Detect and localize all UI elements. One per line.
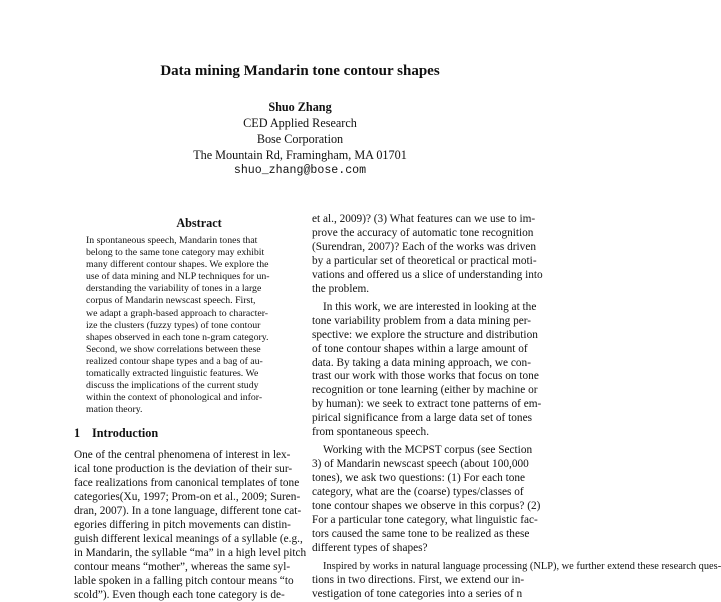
abstract-line: within the context of phonological and infor- — [86, 392, 263, 404]
author-address: The Mountain Rd, Framingham, MA 01701 — [193, 148, 407, 162]
section-number: 1 — [74, 426, 81, 440]
body-line: tors caused the same tone to be realized as these — [312, 527, 530, 540]
right-column-text — [312, 213, 721, 602]
body-line: prove the accuracy of automatic tone recognition — [312, 226, 534, 239]
body-line: trast our work with those works that focus on tone — [312, 370, 539, 383]
body-line: tions in two directions. First, we extend our in- — [312, 573, 525, 586]
body-line: dran, 2007). In a tone language, different tone cat- — [74, 504, 302, 517]
abstract-line: realized contour shape types and a bag of au- — [86, 355, 263, 367]
abstract-heading: Abstract — [176, 216, 222, 230]
body-line: spective: we explore the structure and distribution — [312, 328, 538, 341]
body-line: vations and offered us a slice of understanding into — [312, 268, 543, 281]
section-heading-introduction — [74, 425, 304, 441]
body-line: different types of shapes? — [312, 541, 428, 554]
body-line: One of the central phenomena of interest in lex- — [74, 449, 291, 461]
body-line: (Surendran, 2007)? Each of the works was driven — [312, 240, 536, 253]
abstract-text — [86, 235, 288, 416]
body-line: data. By taking a data mining approach, we con- — [312, 356, 531, 369]
abstract-line: use of data mining and NLP techniques for un- — [86, 271, 270, 283]
body-line: et al., 2009)? (3) What features can we use to im- — [312, 213, 536, 225]
abstract-line: tomatically extracted linguistic features. We — [86, 368, 259, 380]
author-affiliation-1: CED Applied Research — [243, 116, 357, 130]
abstract-line: corpus of Mandarin newscast speech. First, — [86, 295, 256, 307]
body-line: contour means “mother”, whereas the same syl- — [74, 560, 291, 573]
body-line: guish different lexical meanings of a syllable (e.g., — [74, 532, 303, 545]
body-line: in Mandarin, the syllable “ma” in a high level pitch — [74, 546, 307, 559]
body-line: tone contour shapes we observe in this corpus? (2) — [312, 500, 541, 513]
author-affiliation-2: Bose Corporation — [256, 132, 344, 146]
body-line: tones), we ask two questions: (1) For each tone — [312, 472, 526, 485]
abstract-line: Second, we show correlations between these — [86, 343, 261, 355]
body-line: Working with the MCPST corpus (see Section — [323, 444, 533, 457]
body-line: egories differing in pitch movements can distin- — [74, 518, 291, 531]
author-email: shuo_zhang@bose.com — [233, 164, 367, 177]
body-line: pirical significance from a large data set of tones — [312, 412, 532, 425]
body-line: scold”). Even though each tone category is de- — [74, 588, 285, 601]
paper-title: Data mining Mandarin tone contour shapes — [160, 63, 440, 79]
abstract-line: belong to the same tone category may exhibit — [86, 247, 265, 259]
body-line: recognition or tone learning (either by machine or — [312, 384, 538, 397]
body-line: the problem. — [312, 282, 370, 295]
body-line: of tone contour shapes within a large amount of — [312, 342, 528, 355]
abstract-line: In spontaneous speech, Mandarin tones that — [86, 235, 258, 246]
section-title: Introduction — [92, 426, 159, 440]
abstract-line: shapes observed in each tone n-gram category. — [86, 331, 269, 343]
abstract-line: many different contour shapes. We explore the — [86, 259, 269, 271]
abstract-line: discuss the implications of the current study — [86, 380, 259, 392]
body-line: face realizations from canonical templates of tone — [74, 476, 300, 489]
body-line: by human): we seek to extract tone patterns of em- — [312, 398, 542, 411]
body-line: category, what are the (coarse) types/classes of — [312, 486, 524, 499]
author-name: Shuo Zhang — [268, 100, 332, 114]
abstract-line: mation theory. — [86, 404, 143, 416]
body-line: vestigation of tone categories into a series of n — [312, 587, 523, 600]
body-line: categories(Xu, 1997; Prom-on et al., 2009; Suren- — [74, 490, 301, 503]
introduction-text — [74, 449, 306, 602]
body-line: For a particular tone category, what linguistic fac- — [312, 514, 538, 527]
body-line: lable spoken in a falling pitch contour means “to — [74, 574, 294, 587]
body-line: In this work, we are interested in looking at the — [323, 300, 537, 313]
author-block — [0, 99, 600, 179]
abstract-line: we adapt a graph-based approach to character- — [86, 307, 269, 319]
body-line: ical tone production is the deviation of their sur- — [74, 462, 293, 475]
body-line: by a particular set of theoretical or practical moti- — [312, 254, 537, 267]
body-line: 3) of Mandarin newscast speech (about 100,000 — [312, 458, 529, 471]
body-line: tone variability problem from a data mining per- — [312, 314, 532, 327]
abstract-line: ize the clusters (fuzzy types) of tone contour — [86, 319, 261, 331]
abstract-line: derstanding the variability of tones in a large — [86, 283, 262, 295]
body-line: Inspired by works in natural language processing (NLP), we further extend these research ques- — [323, 560, 721, 572]
body-line: from spontaneous speech. — [312, 426, 430, 439]
